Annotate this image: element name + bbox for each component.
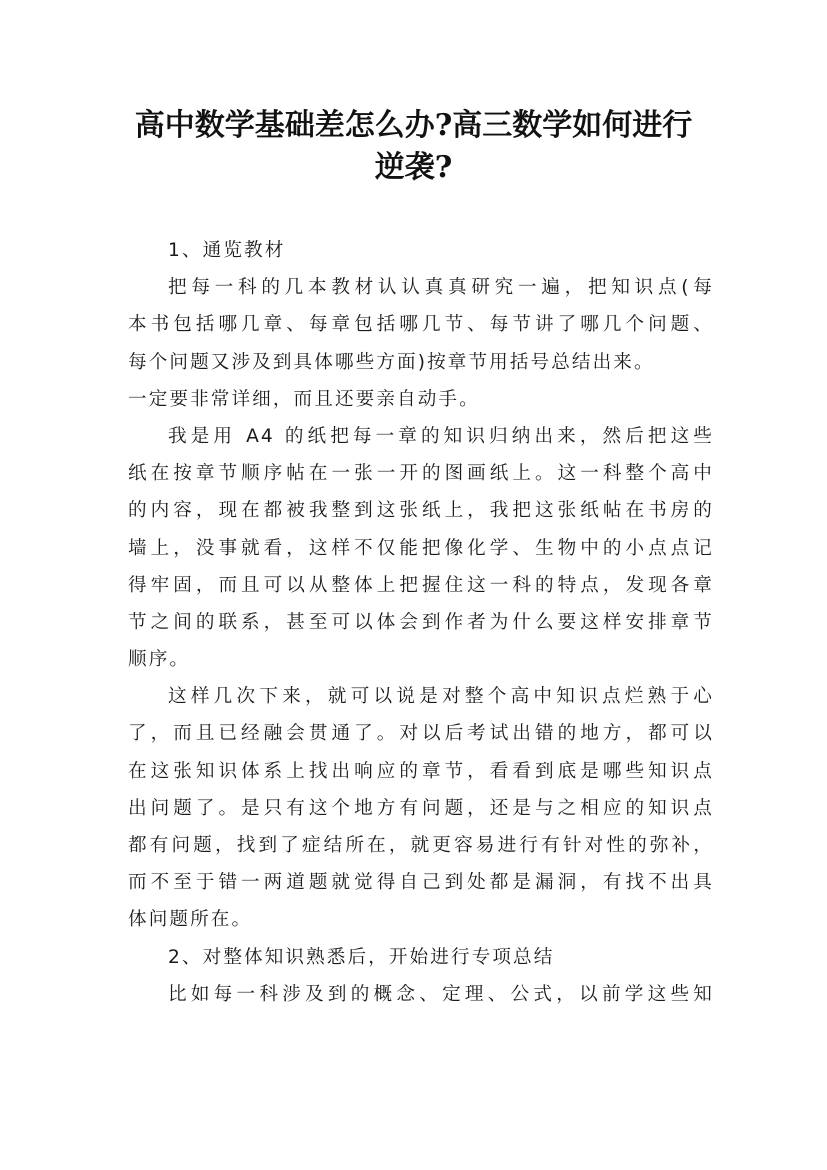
text-line: 一定要非常详细，而且还要亲自动手。 (128, 388, 480, 410)
text-line: 每个问题又涉及到具体哪些方面)按章节用括号总结出来。 (128, 351, 655, 373)
text-line: 墙上，没事就看，这样不仅能把像化学、生物中的小点点记 (128, 537, 714, 559)
document-body (128, 232, 714, 1013)
text-line: 1、通览教材 (168, 240, 286, 261)
text-line: 都有问题，找到了症结所在，就更容易进行有针对性的弥补， (128, 835, 714, 856)
document-title-line-1: 高中数学基础差怎么办?高三数学如何进行 (134, 108, 693, 143)
document-title-line-2: 逆袭? (374, 150, 453, 185)
text-line: 的内容，现在都被我整到这张纸上，我把这张纸帖在书房的 (128, 500, 714, 522)
text-line: 本书包括哪几章、每章包括哪几节、每节讲了哪几个问题、 (128, 314, 714, 336)
text-line: 2、对整体知识熟悉后，开始进行专项总结 (168, 946, 555, 968)
text-line: 把每一科的几本教材认认真真研究一遍，把知识点(每 (168, 277, 714, 299)
text-line: 得牢固，而且可以从整体上把握住这一科的特点，发现各章 (128, 574, 714, 596)
text-line: 纸在按章节顺序帖在一张一开的图画纸上。这一科整个高中 (128, 463, 714, 485)
text-line: 而不至于错一两道题就觉得自己到处都是漏洞，有找不出具 (128, 872, 714, 894)
text-line: 节之间的联系，甚至可以体会到作者为什么要这样安排章节 (128, 611, 714, 633)
text-line: 在这张知识体系上找出响应的章节，看看到底是哪些知识点 (128, 760, 714, 782)
text-line: 我是用 A4 的纸把每一章的知识归纳出来，然后把这些 (168, 425, 714, 447)
text-line: 顺序。 (128, 649, 191, 671)
text-line: 了，而且已经融会贯通了。对以后考试出错的地方，都可以 (128, 723, 714, 745)
text-line: 体问题所在。 (128, 909, 253, 931)
text-line: 出问题了。是只有这个地方有问题，还是与之相应的知识点 (128, 797, 714, 819)
text-line: 这样几次下来，就可以说是对整个高中知识点烂熟于心 (168, 686, 714, 708)
text-line: 比如每一科涉及到的概念、定理、公式，以前学这些知 (168, 983, 714, 1005)
